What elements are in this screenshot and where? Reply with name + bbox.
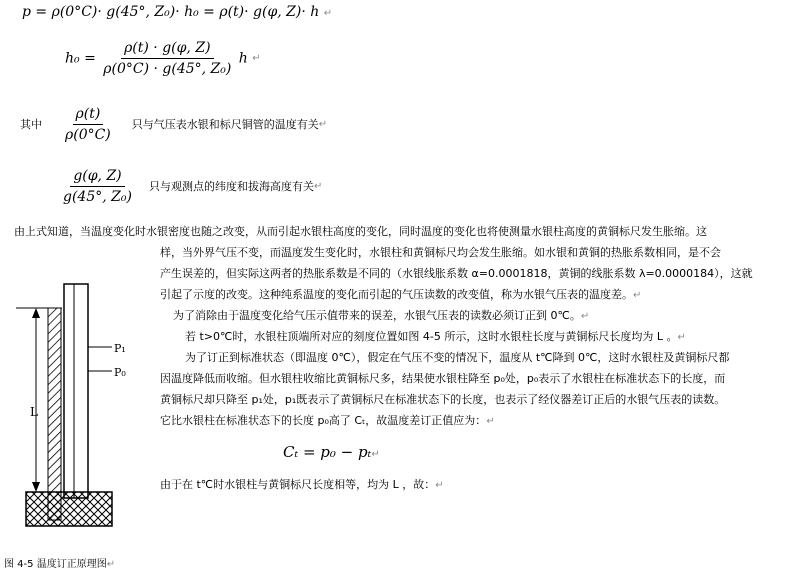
return-mark: ↵	[106, 559, 116, 570]
paragraph-4-line-1: 为了订正到标准状态（即温度 0℃），假定在气压不变的情况下，温度从 t℃降到 0℃，这时水银柱及黄铜标尺都	[185, 351, 730, 364]
formula-2-rhs: h	[238, 50, 248, 67]
note-1-prefix: 其中	[20, 117, 42, 131]
note-1	[20, 106, 327, 143]
formula-2-denominator: ρ(0°C) · g(45°, Z₀)	[103, 61, 232, 77]
formula-1-text: p = ρ(0°C)· g(45°, Z₀)· h₀ = ρ(t)· g(φ, Z)· h	[22, 4, 320, 20]
return-mark: ↵	[580, 311, 590, 322]
return-mark: ↵	[252, 53, 261, 64]
return-mark: ↵	[633, 290, 642, 301]
formula-3	[283, 443, 380, 461]
note-1-text: 只与气压表水银和标尺铜管的温度有关	[131, 117, 319, 131]
figure-caption	[4, 557, 115, 573]
paragraph-5-text: 由于在 t℃时水银柱与黄铜标尺长度相等，均为 L ，故：	[160, 478, 436, 491]
formula-2	[65, 40, 261, 77]
paragraph-3	[185, 327, 686, 348]
paragraph-1-line-1: 由上式知道，当温度变化时水银密度也随之改变，从而引起水银柱高度的变化，同时温度的变化也将使测量水银柱高度的黄铜标尺发生胀缩。这	[14, 225, 707, 238]
return-mark: ↵	[371, 449, 380, 460]
return-mark: ↵	[323, 8, 333, 19]
return-mark: ↵	[318, 119, 328, 130]
note-2-fraction	[60, 168, 135, 205]
return-mark: ↵	[486, 416, 495, 427]
label-p0: P₀	[114, 366, 126, 379]
formula-2-lhs: h₀ =	[65, 50, 96, 67]
paragraph-4-line-4	[160, 411, 495, 432]
return-mark: ↵	[313, 181, 323, 192]
arrow-up-icon	[32, 308, 40, 318]
figure-4-5-diagram	[10, 278, 150, 538]
note-2-text: 只与观测点的纬度和拔海高度有关	[148, 179, 314, 193]
paragraph-4-line-3: 黄铜标尺却只降至 p₁处，p₁既表示了黄铜标尺在标准状态下的长度，也表示了经仪器差订正后的水银气压表的读数。	[160, 393, 726, 406]
paragraph-5	[160, 475, 444, 496]
arrow-down-icon	[32, 482, 40, 492]
label-length: L	[30, 405, 38, 419]
mercury-cistern	[26, 492, 112, 526]
return-mark: ↵	[677, 332, 686, 343]
paragraph-2-text: 为了消除由于温度变化给气压示值带来的误差，水银气压表的读数必须订正到 0℃。	[173, 309, 581, 322]
paragraph-1-line-3: 产生误差的，但实际这两者的热胀系数是不同的（水银线胀系数 α=0.0001818，黄铜的线胀系数 λ=0.0000184），这就	[160, 267, 753, 280]
return-mark: ↵	[435, 480, 444, 491]
paragraph-4-line-2: 因温度降低而收缩。但水银柱收缩比黄铜标尺多，结果使水银柱降至 p₀处，p₀表示了水银柱在标准状态下的长度，而	[160, 372, 726, 385]
paragraph-1-line-4	[160, 285, 641, 306]
note-1-denominator: ρ(0°C)	[65, 127, 111, 143]
paragraph-3-text: 若 t>0℃时，水银柱顶端所对应的刻度位置如图 4-5 所示，这时水银柱长度与黄铜标尺长度均为 L 。	[185, 330, 678, 343]
note-1-fraction	[62, 106, 114, 143]
note-2-denominator: g(45°, Z₀)	[63, 189, 132, 205]
paragraph-1-line-2: 样，当外界气压不变，而温度发生变化时，水银柱和黄铜标尺均会发生胀缩。如水银和黄铜的热胀系数相同，是不会	[160, 246, 721, 259]
paragraph-4-line-4-text: 它比水银柱在标准状态下的长度 p₀高了 Cₜ，故温度差订正值应为：	[160, 414, 487, 427]
paragraph-1-line-4-text: 引起了示度的改变。这种纯系温度的变化而引起的气压读数的改变值，称为水银气压表的温度差。	[160, 288, 633, 301]
formula-3-text: Cₜ = p₀ − pₜ	[283, 443, 372, 461]
figure-caption-text: 图 4-5 温度订正原理图	[4, 559, 107, 570]
paragraph-2	[173, 306, 589, 327]
note-2-numerator: g(φ, Z)	[70, 168, 124, 187]
formula-2-numerator: ρ(t) · g(φ, Z)	[121, 40, 213, 59]
note-2	[60, 168, 322, 205]
note-1-numerator: ρ(t)	[73, 106, 104, 125]
label-p1: P₁	[114, 342, 126, 355]
formula-1	[22, 4, 332, 20]
formula-2-fraction	[100, 40, 234, 77]
brass-scale-tube	[64, 284, 88, 498]
mercury-column	[48, 308, 61, 520]
